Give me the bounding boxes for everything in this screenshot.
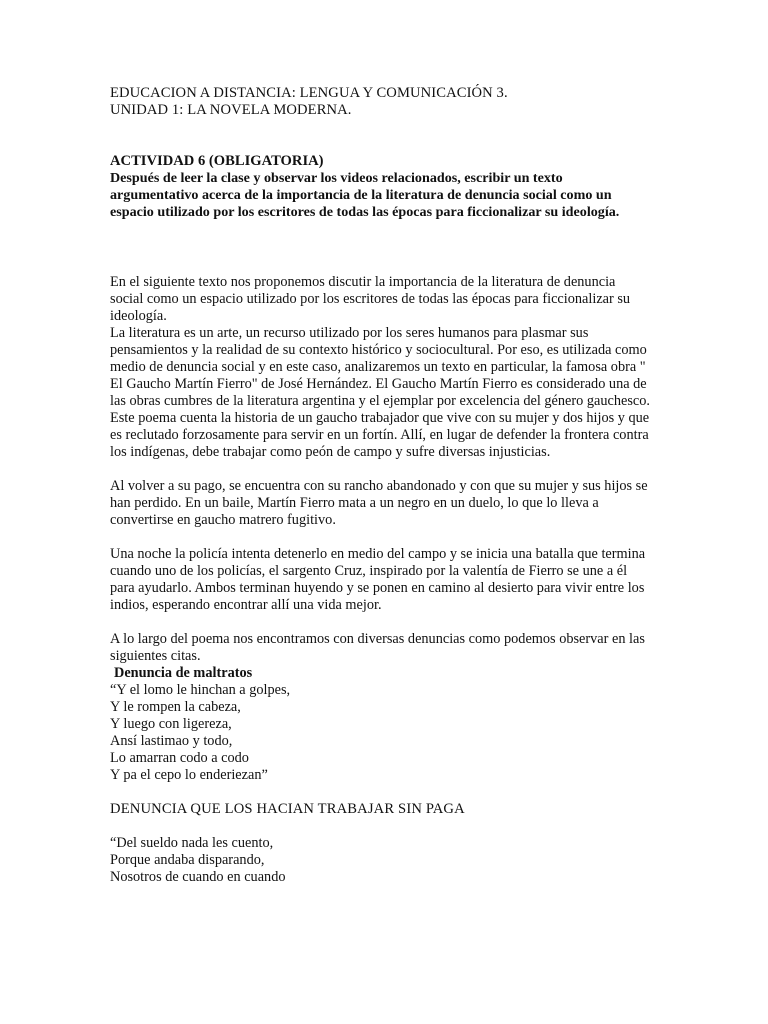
paragraph-police: Una noche la policía intenta detenerlo en medio del campo y se inicia una batalla que termina cuando uno de los policías, el sargento Cruz, inspirado por la valentía de Fierro se une a él para ayudarlo. Ambos terminan huyendo y se ponen en camino al desierto para vivir entre los indios, esperando encontrar allí una vida mejor. xyxy=(110,546,646,613)
verse-line: Y luego con ligereza, xyxy=(110,716,232,732)
paragraph-return: Al volver a su pago, se encuentra con su rancho abandonado y con que su mujer y sus hijos se han perdido. En un baile, Martín Fierro mata a un negro en un duelo, lo que lo lleva a convertirse en gaucho matrero fugitivo. xyxy=(110,478,648,528)
activity-instruction: Después de leer la clase y observar los videos relacionados, escribir un texto argumentativo acerca de la importancia de la literatura de denuncia social como un espacio utilizado por los escritores de todas las épocas para ficcionalizar su ideología. xyxy=(110,170,620,220)
verse-line: Y le rompen la cabeza, xyxy=(110,699,241,715)
document-body xyxy=(110,85,650,886)
citation-verses-sin-paga xyxy=(110,835,650,886)
verse-line: “Del sueldo nada les cuento, xyxy=(110,835,274,851)
citation-verses-maltratos xyxy=(110,682,650,784)
paragraph-literature: La literatura es un arte, un recurso utilizado por los seres humanos para plasmar sus pensamientos y la realidad de su contexto histórico y sociocultural. Por eso, es utilizada como medio de denuncia social y en este caso, analizaremos un texto en particular, la famosa obra " El Gaucho Martín Fierro" de José Hernández. El Gaucho Martín Fierro es considerado una de las obras cumbres de la literatura argentina y el ejemplar por excelencia del género gauchesco. xyxy=(110,325,650,409)
activity-title: ACTIVIDAD 6 (OBLIGATORIA) xyxy=(110,153,324,169)
unit-title: UNIDAD 1: LA NOVELA MODERNA. xyxy=(110,102,352,118)
verse-line: Lo amarran codo a codo xyxy=(110,750,249,766)
citation-heading-maltratos: Denuncia de maltratos xyxy=(114,665,253,681)
paragraph-intro: En el siguiente texto nos proponemos discutir la importancia de la literatura de denuncia social como un espacio utilizado por los escritores de todas las épocas para ficcionalizar su ideología. xyxy=(110,274,631,324)
course-title: EDUCACION A DISTANCIA: LENGUA Y COMUNICACIÓN 3. xyxy=(110,85,508,101)
paragraph-poem-summary: Este poema cuenta la historia de un gaucho trabajador que vive con su mujer y dos hijos y que es reclutado forzosamente para servir en un fortín. Allí, en lugar de defender la frontera contra los indígenas, debe trabajar como peón de campo y sufre diversas injusticias. xyxy=(110,410,650,460)
verse-line: Nosotros de cuando en cuando xyxy=(110,869,286,885)
verse-line: “Y el lomo le hinchan a golpes, xyxy=(110,682,291,698)
verse-line: Y pa el cepo lo enderiezan” xyxy=(110,767,268,783)
verse-line: Ansí lastimao y todo, xyxy=(110,733,233,749)
citation-heading-sin-paga: DENUNCIA QUE LOS HACIAN TRABAJAR SIN PAGA xyxy=(110,801,465,817)
paragraph-citations-intro: A lo largo del poema nos encontramos con diversas denuncias como podemos observar en las siguientes citas. xyxy=(110,631,645,664)
verse-line: Porque andaba disparando, xyxy=(110,852,265,868)
